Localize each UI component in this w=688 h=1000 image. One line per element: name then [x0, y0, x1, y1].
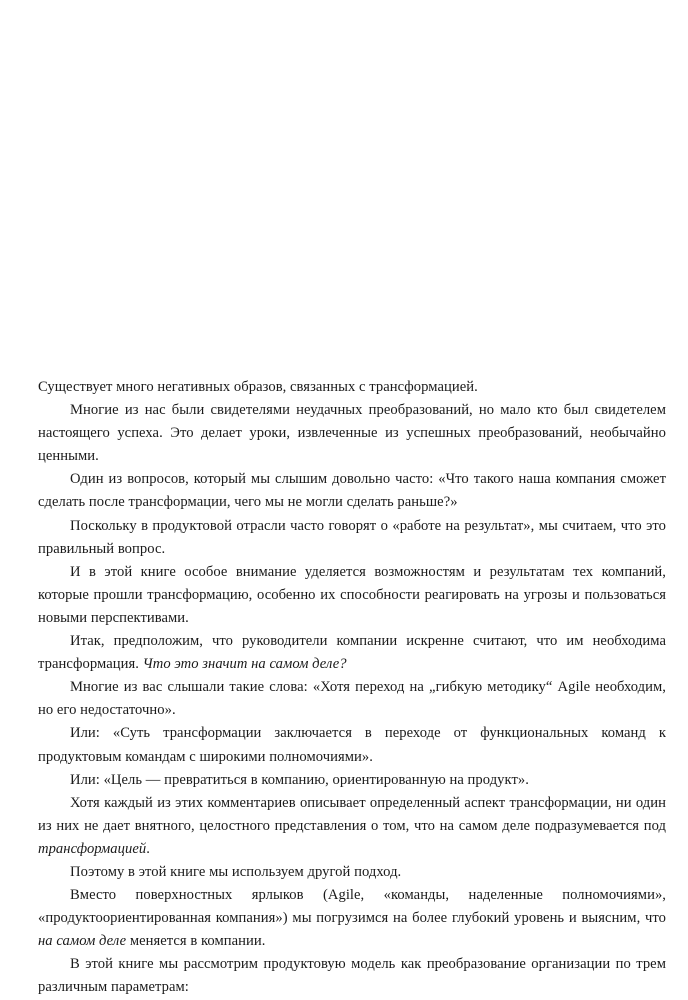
- text-run: Или: «Суть трансформации заключается в переходе от функциональных команд к продуктовым командам с широкими полномочиями».: [38, 725, 666, 765]
- paragraph: [38, 630, 666, 676]
- paragraph: [38, 861, 666, 884]
- text-run: Существует много негативных образов, связанных с трансформацией.: [38, 379, 478, 395]
- paragraph: [38, 792, 666, 861]
- paragraph: [38, 468, 666, 514]
- text-run: Итак, предположим, что руководители компании искренне считают, что им необходима трансформация.: [38, 633, 666, 673]
- paragraph: [38, 884, 666, 953]
- body-text: [38, 376, 666, 1000]
- text-run: И в этой книге особое внимание уделяется возможностям и результатам тех компаний, которые прошли трансформацию, особенно их способности реагировать на угрозы и пользоваться новыми перспективами.: [38, 563, 666, 626]
- text-run: Один из вопросов, который мы слышим довольно часто: «Что такого наша компания сможет сделать после трансформации, чего мы не могли сделать раньше?»: [38, 471, 666, 511]
- text-run: Многие из вас слышали такие слова: «Хотя переход на „гибкую методику“ Agile необходим, но его недостаточно».: [38, 679, 666, 719]
- text-run: Поскольку в продуктовой отрасли часто говорят о «работе на результат», мы считаем, что это правильный вопрос.: [38, 517, 666, 557]
- text-run: Поэтому в этой книге мы используем другой подход.: [70, 863, 402, 880]
- italic-text: трансформацией: [38, 840, 147, 857]
- paragraph: [38, 561, 666, 630]
- text-run: Вместо поверхностных ярлыков (Agile, «команды, наделенные полномочиями», «продуктоориентированная компания») мы погрузимся на более глубокий уровень и выясним, что: [38, 887, 666, 927]
- italic-text: на самом деле: [38, 933, 127, 950]
- text-run: Многие из нас были свидетелями неудачных преобразований, но мало кто был свидетелем настоящего успеха. Это делает уроки, извлеченные из успешных преобразований, необычайно ценными.: [38, 402, 666, 465]
- paragraph: [38, 376, 666, 399]
- paragraph: [38, 953, 666, 999]
- paragraph: [38, 722, 666, 768]
- paragraph: [38, 769, 666, 792]
- text-run: .: [146, 840, 150, 857]
- italic-text: Что это значит на самом деле?: [142, 656, 347, 673]
- text-run: В этой книге мы рассмотрим продуктовую модель как преобразование организации по трем различным параметрам:: [38, 956, 666, 996]
- text-run: Хотя каждый из этих комментариев описывает определенный аспект трансформации, ни один из них не дает внятного, целостного представления о том, что на самом деле подразумевается под: [38, 794, 666, 834]
- paragraph: [38, 676, 666, 722]
- paragraph: [38, 399, 666, 468]
- text-run: Или: «Цель — превратиться в компанию, ориентированную на продукт».: [70, 771, 529, 788]
- text-run: меняется в компании.: [126, 933, 266, 950]
- paragraph: [38, 515, 666, 561]
